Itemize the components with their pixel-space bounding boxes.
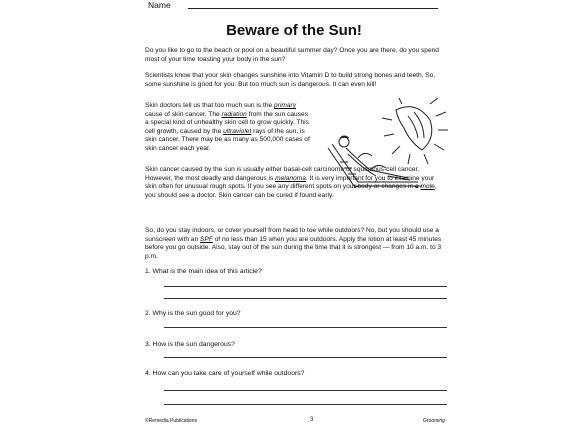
paragraph-5: So, do you stay indoors, or cover yourself from head to toe while outdoors? No, but you should use a sunscreen with an SPF of no less than 15 when you are outdoors. Apply the lotion at least 45 minutes before you go outside. Also, stay out of the sun during the time that it is strongest — from 10 a.m. to 3 p.m.: [145, 227, 442, 260]
term-primary: primary: [274, 102, 296, 109]
question-1: 1. What is the main idea of this article?: [145, 268, 262, 275]
answer-line[interactable]: [164, 390, 447, 391]
term-ultraviolet: ultraviolet: [223, 127, 252, 135]
answer-line[interactable]: [164, 286, 447, 287]
term-spf: SPF: [199, 235, 213, 243]
paragraph-1: Do you like to go to the beach or pool on a beautiful summer day? Once you are there, do you spend most of your time toasting your body in the sun?: [145, 47, 439, 63]
name-label: Name: [148, 0, 171, 10]
paragraph-3: Skin doctors tell us that too much sun is the primary cause of skin cancer. The radiation from the sun causes a special kind of unhealthy skin cell to grow quickly. This cell growth, caused by the ultraviolet rays of the sun, is skin cancer. There may be as many as 500,000 cases of skin cancer each year.: [145, 102, 310, 152]
section-label: Grooming: [423, 418, 445, 424]
publisher-credit: ©Remedia Publications: [145, 418, 198, 424]
question-4: 4. How can you take care of yourself while outdoors?: [145, 370, 305, 377]
answer-line[interactable]: [164, 327, 447, 328]
question-3: 3. How is the sun dangerous?: [145, 341, 235, 348]
answer-line[interactable]: [164, 298, 447, 299]
term-melanoma: melanoma: [275, 174, 306, 182]
answer-line[interactable]: [164, 357, 447, 358]
paragraph-4: Skin cancer caused by the sun is usually either basal-cell carcinoma or squamous-cell cancer. However, the most deadly and dangerous is melanoma. It is very important for you to examine your skin often for unusual rough spots. If you see any different spots on your body or changes in a mole, you should see a doctor. Skin cancer can be cured if found early.: [145, 166, 437, 199]
paragraph-2: Scientists know that your skin changes sunshine into Vitamin D to build strong bones and teeth. So, some sunshine is good for you. But too much sun is dangerous. It can even kill!: [145, 72, 436, 88]
name-field[interactable]: [188, 8, 438, 9]
term-mole: mole: [420, 183, 435, 191]
term-radiation: radiation: [221, 110, 247, 118]
answer-line[interactable]: [164, 404, 447, 405]
question-2: 2. Why is the sun good for you?: [145, 310, 241, 317]
page-title: Beware of the Sun!: [226, 22, 362, 39]
sun-icon: [382, 98, 448, 164]
page-number: 3: [310, 417, 314, 423]
